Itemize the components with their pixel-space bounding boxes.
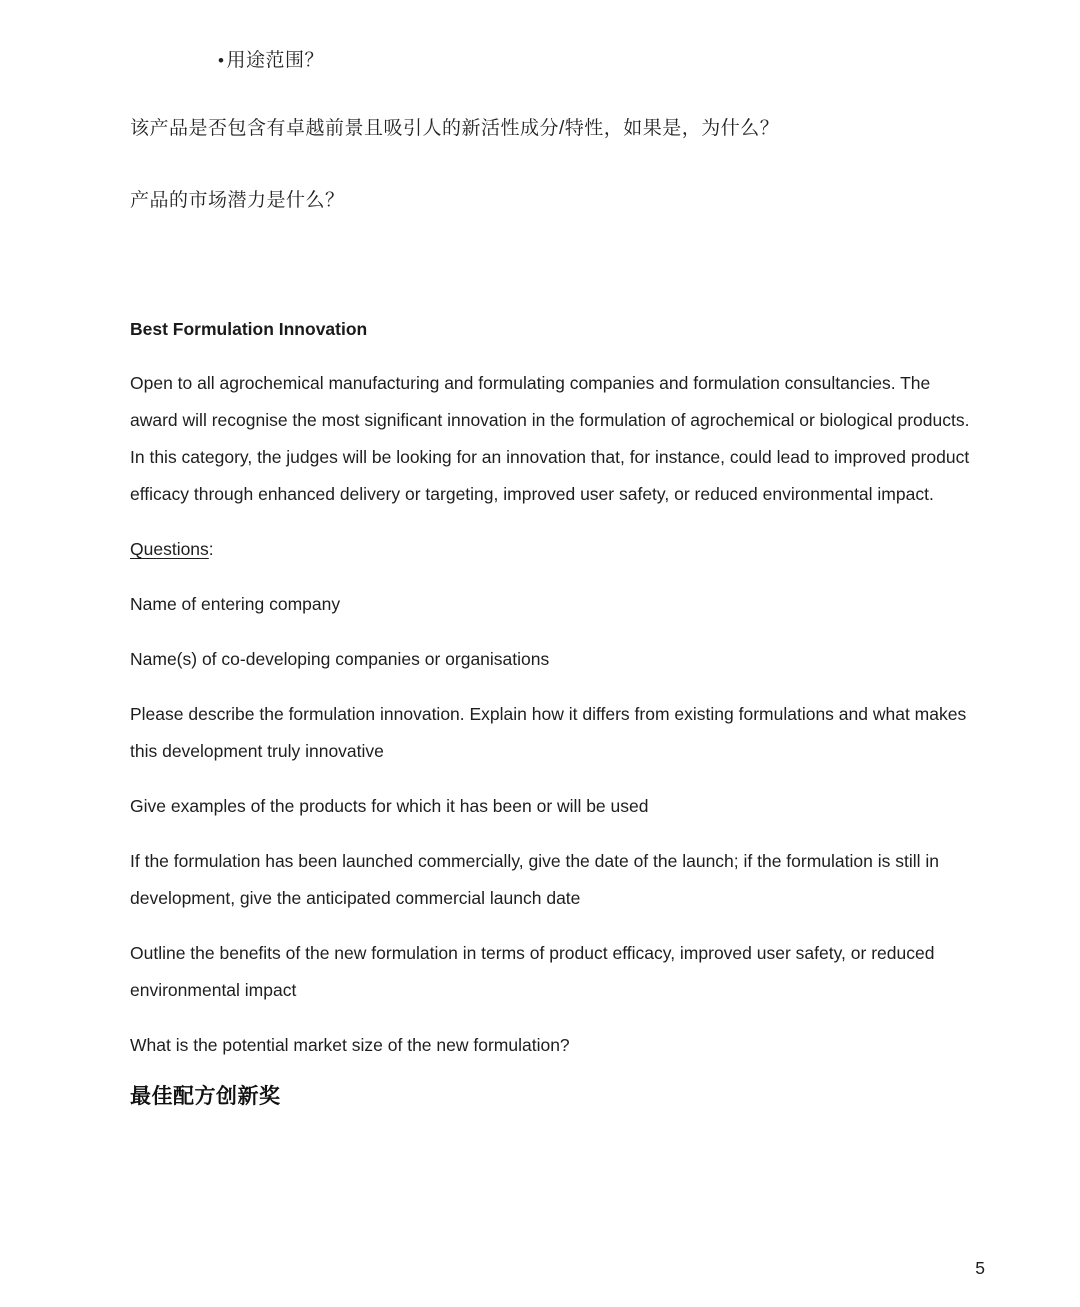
question-item: Outline the benefits of the new formulation in terms of product efficacy, improved user safety, or reduced environmental impact xyxy=(130,943,935,1000)
bullet-icon: • xyxy=(218,51,225,70)
question-item: What is the potential market size of the new formulation? xyxy=(130,1035,570,1055)
chinese-bullet-text: 用途范围？ xyxy=(226,50,324,71)
chinese-question-2: 产品的市场潜力是什么？ xyxy=(130,190,345,211)
chinese-bullet-item xyxy=(218,48,978,74)
question-item: If the formulation has been launched commercially, give the date of the launch; if the formulation is still in development, give the anticipated commercial launch date xyxy=(130,851,939,908)
chinese-section-title: 最佳配方创新奖 xyxy=(130,1085,281,1108)
questions-colon: : xyxy=(208,539,214,559)
question-item: Please describe the formulation innovation. Explain how it differs from existing formulations and what makes this development truly innovative xyxy=(130,704,967,761)
page-number: 5 xyxy=(975,1258,985,1278)
questions-label: Questions xyxy=(130,539,209,559)
section-description: Open to all agrochemical manufacturing and formulating companies and formulation consultancies. The award will recognise the most significant innovation in the formulation of agrochemical or biological products. In this category, the judges will be looking for an innovation that, for instance, could lead to improved product efficacy through enhanced delivery or targeting, improved user safety, or reduced environmental impact. xyxy=(130,373,970,504)
question-item: Give examples of the products for which it has been or will be used xyxy=(130,796,649,816)
question-item: Name of entering company xyxy=(130,594,341,614)
chinese-question-1: 该产品是否包含有卓越前景且吸引人的新活性成分/特性，如果是，为什么？ xyxy=(130,118,780,139)
section-title: Best Formulation Innovation xyxy=(130,319,368,339)
question-item: Name(s) of co-developing companies or organisations xyxy=(130,649,550,669)
questions-label-line xyxy=(130,531,978,568)
